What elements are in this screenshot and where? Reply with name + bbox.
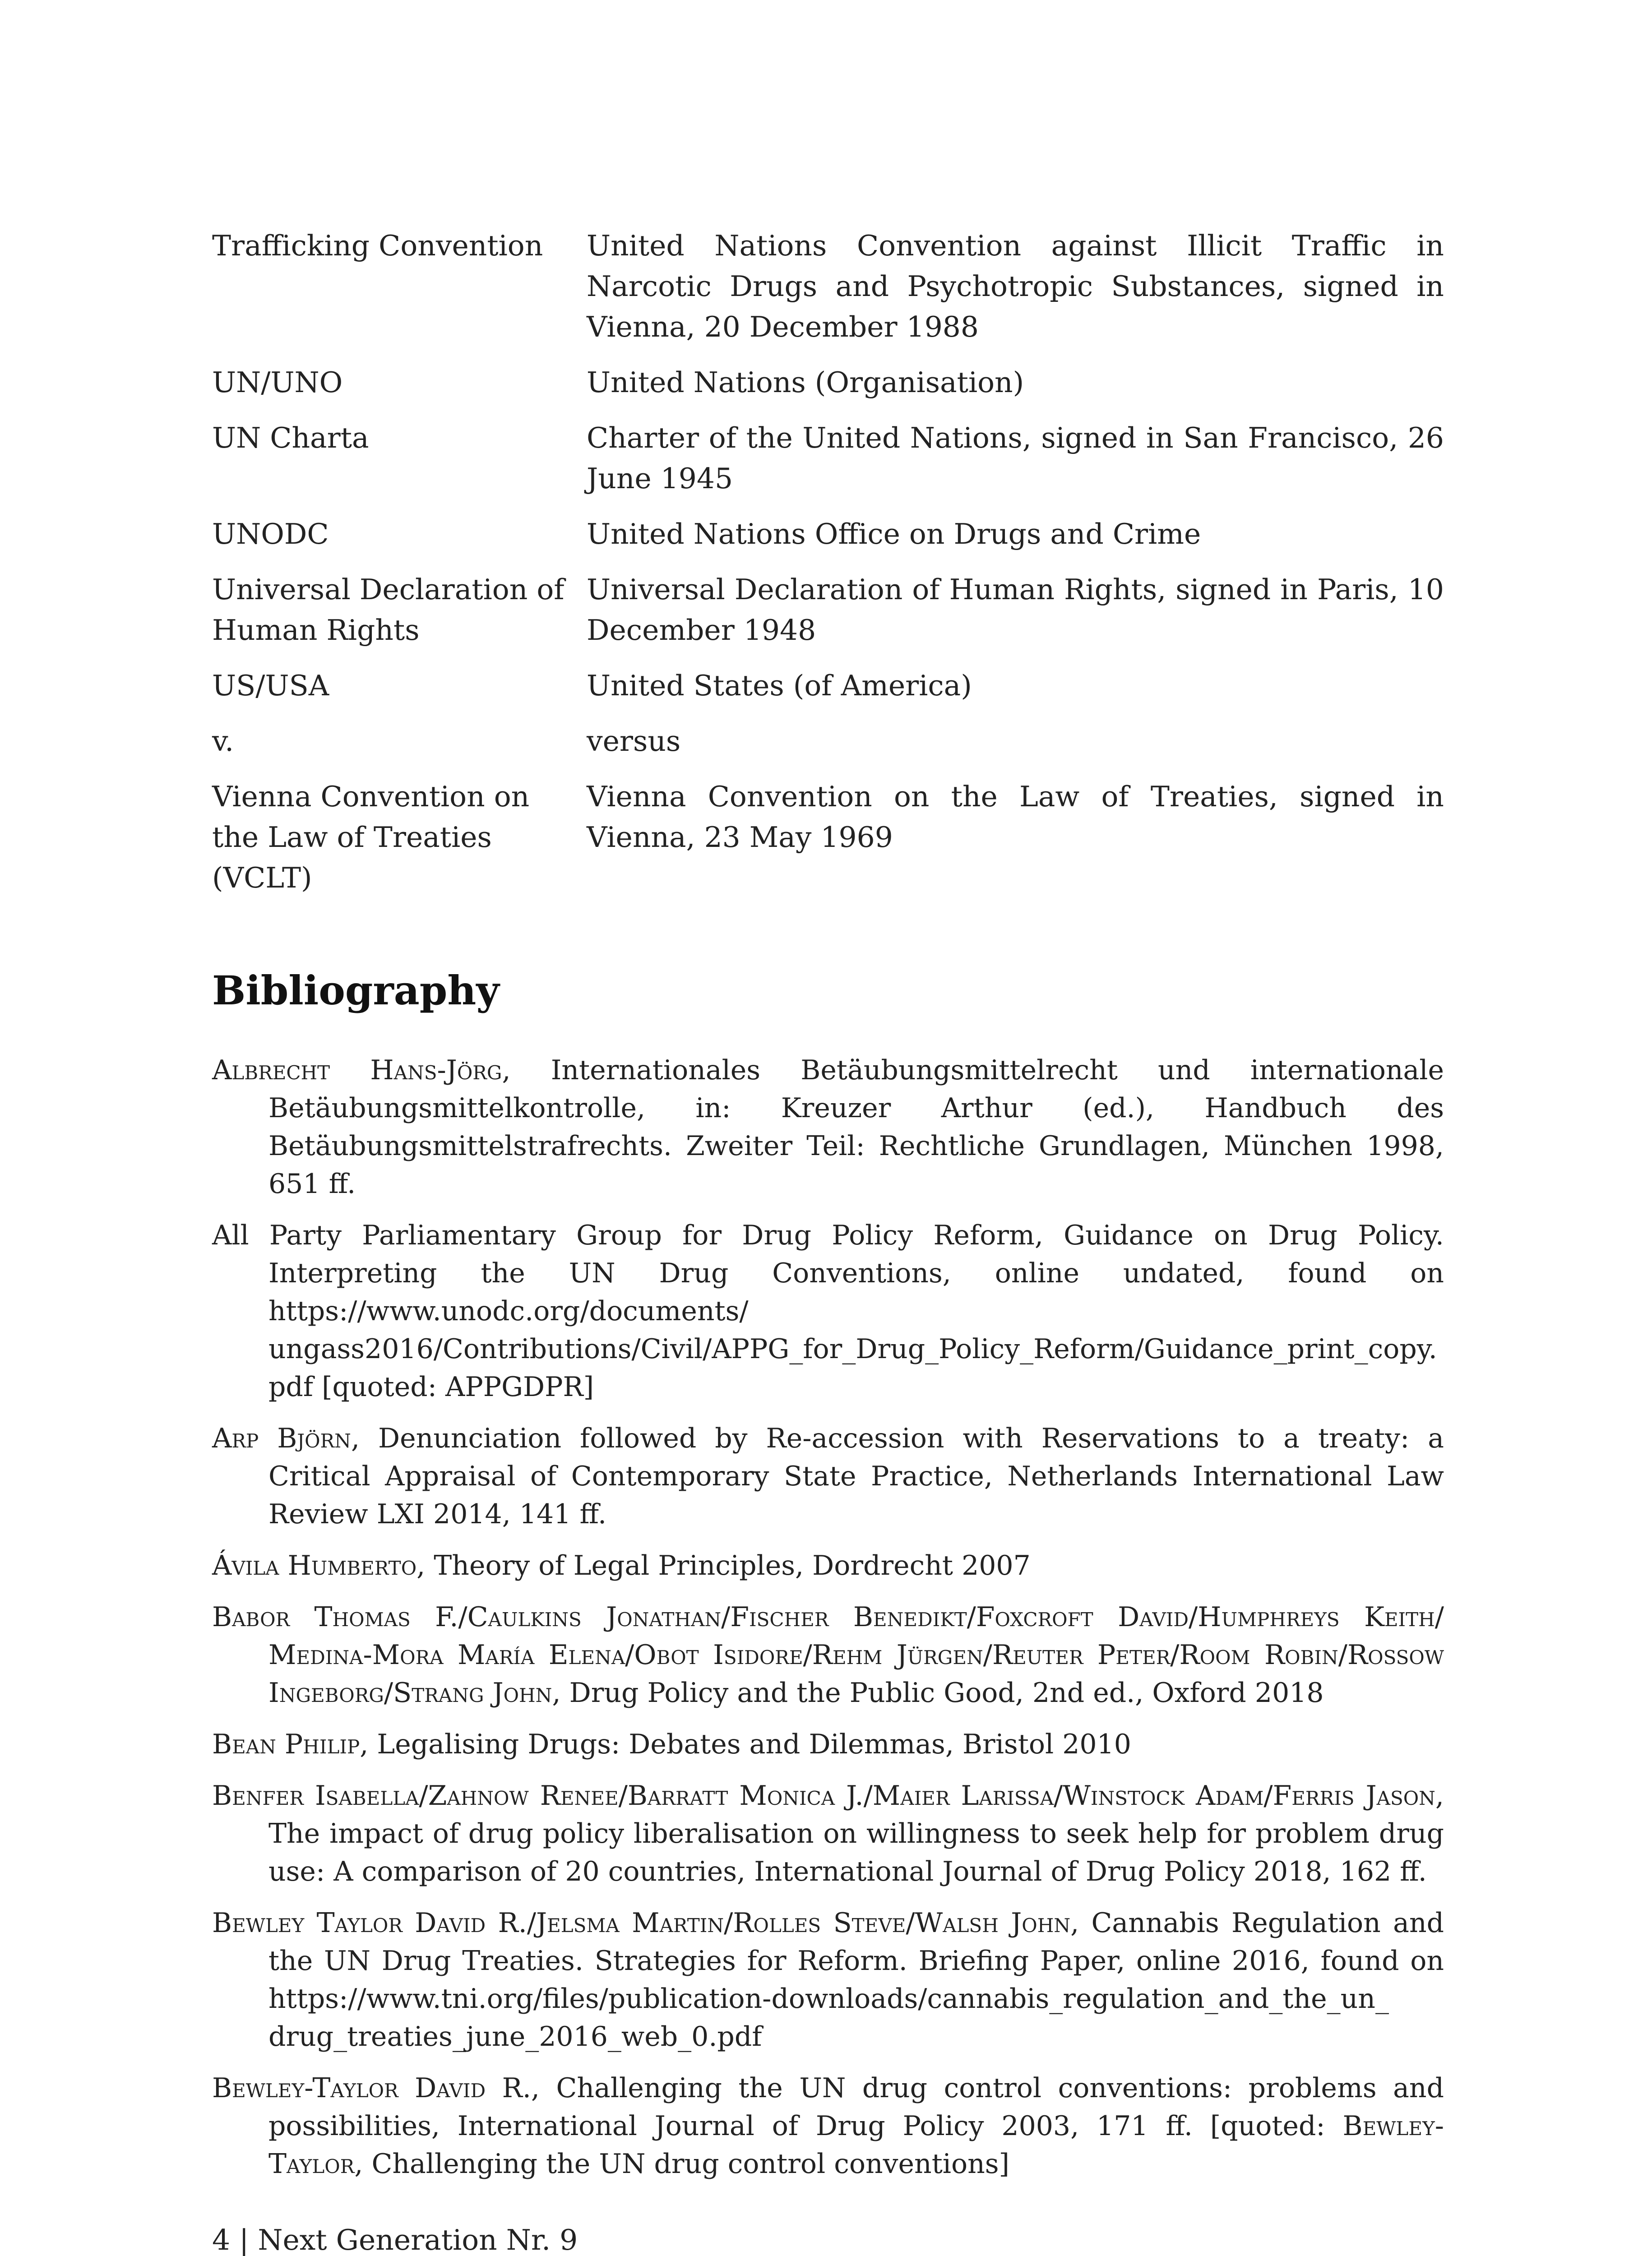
entry-text: , Theory of Legal Principles, Dordrecht 2007 — [416, 1550, 1031, 1581]
entry-text-after: , Challenging the UN drug control conventions] — [354, 2148, 1009, 2180]
entry-authors: Albrecht Hans-Jörg — [212, 1054, 502, 1086]
entry-text: , The impact of drug policy liberalisation on willingness to seek help for problem drug use: A comparison of 20 countries, International Journal of Drug Policy 2018, 162 ff. — [268, 1780, 1444, 1887]
abbreviation-definition: versus — [587, 725, 681, 758]
entry-authors: Babor Thomas F./Caulkins Jonathan/Fischer Benedikt/Foxcroft David/Humphreys Keith/ Medina-Mora María Elena/Obot Isidore/Rehm Jürgen/Reuter Peter/Room Robin/Rossow Ingeborg/Strang John — [212, 1601, 1444, 1709]
page-footer: 4 | Next Generation Nr. 9 — [212, 2224, 578, 2256]
bibliography-heading: Bibliography — [212, 967, 500, 1014]
bibliography-list — [212, 1051, 1444, 2196]
abbreviation-term: UN/UNO — [212, 366, 343, 399]
abbreviation-row — [212, 666, 1444, 706]
abbreviation-row — [212, 418, 1444, 499]
entry-text: , Drug Policy and the Public Good, 2nd ed., Oxford 2018 — [552, 1677, 1324, 1709]
abbreviation-term: US/USA — [212, 669, 329, 702]
entry-authors: Bewley-Taylor David R. — [212, 2072, 531, 2104]
entry-text: , Denunciation followed by Re-accession with Reservations to a treaty: a Critical Appraisal of Contemporary State Practice, Netherlands International Law Review LXI 2014, 141 ff. — [268, 1423, 1444, 1530]
abbreviation-row — [212, 362, 1444, 403]
abbreviation-definition: Vienna Convention on the Law of Treaties, signed in Vienna, 23 May 1969 — [587, 780, 1444, 854]
bibliography-entry — [212, 1777, 1444, 1891]
abbreviation-row — [212, 226, 1444, 347]
entry-authors: Ávila Humberto — [212, 1550, 417, 1581]
entry-authors: Arp Björn — [212, 1423, 351, 1454]
abbreviation-term: Vienna Convention on the Law of Treaties (VCLT) — [212, 780, 530, 894]
abbreviation-definition: Universal Declaration of Human Rights, signed in Paris, 10 December 1948 — [587, 573, 1444, 647]
entry-text: , Internationales Betäubungsmittelrecht und internationale Betäubungsmittelkontrolle, in: Kreuzer Arthur (ed.), Handbuch des Betäubungsmittelstrafrechts. Zweiter Teil: Rechtliche Grundlagen, München 1998, 651 ff. — [268, 1054, 1444, 1200]
bibliography-entry — [212, 1419, 1444, 1533]
abbreviation-term: v. — [212, 725, 234, 758]
entry-authors: Bewley Taylor David R./Jelsma Martin/Rolles Steve/Walsh John — [212, 1907, 1071, 1939]
abbreviation-term: Trafficking Convention — [212, 229, 543, 262]
bibliography-entry — [212, 1216, 1444, 1406]
entry-text: , Legalising Drugs: Debates and Dilemmas, Bristol 2010 — [360, 1729, 1131, 1760]
entry-text: , Cannabis Regulation and the UN Drug Treaties. Strategies for Reform. Briefing Paper, online 2016, found on https://www.tni.org/files/publication-downloads/cannabis_regulation_and_the_un_ drug_treaties_june_2016_web_0.pdf — [268, 1907, 1444, 2053]
abbreviation-term: Universal Declaration of Human Rights — [212, 573, 565, 647]
abbreviations-table — [212, 226, 1444, 913]
abbreviation-row — [212, 777, 1444, 898]
entry-authors: Benfer Isabella/Zahnow Renee/Barratt Monica J./Maier Larissa/Winstock Adam/Ferris Jason — [212, 1780, 1435, 1812]
entry-quoted-author: Bewley-Taylor — [268, 2110, 1444, 2180]
abbreviation-row — [212, 721, 1444, 762]
entry-text: , Challenging the UN drug control conventions: problems and possibilities, International Journal of Drug Policy 2003, 171 ff. [quoted: — [268, 2072, 1444, 2142]
bibliography-entry — [212, 1547, 1444, 1585]
abbreviation-definition: United Nations Convention against Illicit Traffic in Narcotic Drugs and Psychotropic Substances, signed in Vienna, 20 December 1988 — [587, 229, 1444, 343]
entry-authors: Bean Philip — [212, 1729, 360, 1760]
abbreviation-term: UNODC — [212, 518, 329, 550]
bibliography-entry — [212, 1904, 1444, 2056]
abbreviation-row — [212, 569, 1444, 651]
bibliography-entry — [212, 1598, 1444, 1712]
abbreviation-definition: United Nations Office on Drugs and Crime — [587, 518, 1201, 550]
abbreviation-definition: Charter of the United Nations, signed in San Francisco, 26 June 1945 — [587, 421, 1444, 495]
bibliography-entry — [212, 1725, 1444, 1763]
bibliography-entry — [212, 2069, 1444, 2183]
abbreviation-row — [212, 514, 1444, 555]
abbreviation-definition: United Nations (Organisation) — [587, 366, 1024, 399]
bibliography-entry — [212, 1051, 1444, 1203]
entry-text: All Party Parliamentary Group for Drug Policy Reform, Guidance on Drug Policy. Interpreting the UN Drug Conventions, online undated, found on https://www.unodc.org/documents/ ungass2016/Contributions/Civil/APPG_for_Drug_Policy_Reform/Guidance_print_copy. pdf [quoted: APPGDPR] — [212, 1220, 1444, 1403]
abbreviation-term: UN Charta — [212, 421, 369, 454]
abbreviation-definition: United States (of America) — [587, 669, 972, 702]
